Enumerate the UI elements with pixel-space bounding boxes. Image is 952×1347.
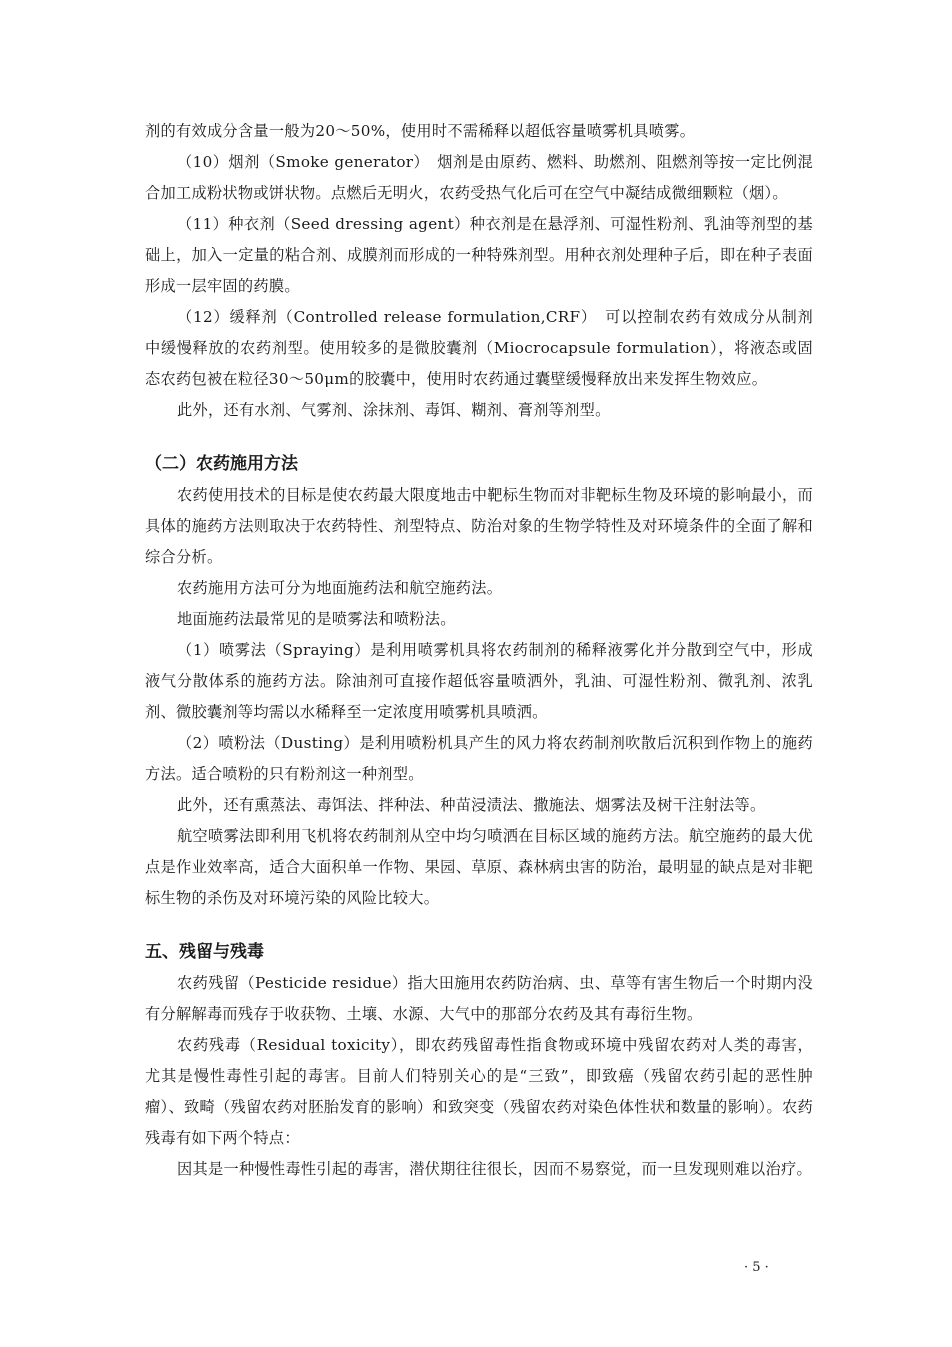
paragraph-residual-toxicity: 农药残毒（Residual toxicity），即农药残留毒性指食物或环境中残留农药对人类的毒害，尤其是慢性毒性引起的毒害。目前人们特别关心的是“三致”，即致癌（残留农药引起的恶性肿瘤）、致畸（残留农药对胚胎发育的影响）和致突变（残留农药对染色体性状和数量的影响）。农药残毒有如下两个特点： [145, 1036, 813, 1147]
paragraph-other-formulations: 此外，还有水剂、气雾剂、涂抹剂、毒饵、糊剂、膏剂等剂型。 [177, 401, 611, 419]
page-number: · 5 · [744, 1260, 769, 1275]
paragraph-ground-methods: 地面施药法最常见的是喷雾法和喷粉法。 [177, 610, 456, 628]
paragraph-application-types: 农药施用方法可分为地面施药法和航空施药法。 [177, 579, 503, 597]
paragraph-seed-dressing: （11）种衣剂（Seed dressing agent）种衣剂是在悬浮剂、可湿性粉剂、乳油等剂型的基础上，加入一定量的粘合剂、成膜剂而形成的一种特殊剂型。用种衣剂处理种子后，即在种子表面形成一层牢固的药膜。 [145, 215, 813, 295]
paragraph-controlled-release: （12）缓释剂（Controlled release formulation,CRF） 可以控制农药有效成分从制剂中缓慢释放的农药剂型。使用较多的是微胶囊剂（Miocrocapsule formulation），将液态或固态农药包被在粒径30～50μm的胶囊中，使用时农药通过囊壁缓慢释放出来发挥生物效应。 [145, 308, 813, 388]
paragraph-smoke-generator: （10）烟剂（Smoke generator） 烟剂是由原药、燃料、助燃剂、阻燃剂等按一定比例混合加工成粉状物或饼状物。点燃后无明火，农药受热气化后可在空气中凝结成微细颗粒（烟）。 [145, 153, 813, 202]
paragraph-dusting: （2）喷粉法（Dusting）是利用喷粉机具产生的风力将农药制剂吹散后沉积到作物上的施药方法。适合喷粉的只有粉剂这一种剂型。 [145, 734, 813, 783]
paragraph-continuation: 剂的有效成分含量一般为20～50%，使用时不需稀释以超低容量喷雾机具喷雾。 [145, 122, 696, 140]
section-heading-residue: 五、残留与残毒 [145, 942, 264, 962]
paragraph-pesticide-residue: 农药残留（Pesticide residue）指大田施用农药防治病、虫、草等有害生物后一个时期内没有分解解毒而残存于收获物、土壤、水源、大气中的那部分农药及其有毒衍生物。 [145, 974, 813, 1023]
paragraph-aerial-spraying: 航空喷雾法即利用飞机将农药制剂从空中均匀喷洒在目标区域的施药方法。航空施药的最大优点是作业效率高，适合大面积单一作物、果园、草原、森林病虫害的防治，最明显的缺点是对非靶标生物的杀伤及对环境污染的风险比较大。 [145, 827, 813, 907]
paragraph-spraying: （1）喷雾法（Spraying）是利用喷雾机具将农药制剂的稀释液雾化并分散到空气中，形成液气分散体系的施药方法。除油剂可直接作超低容量喷洒外，乳油、可湿性粉剂、微乳剂、浓乳剂、微胶囊剂等均需以水稀释至一定浓度用喷雾机具喷洒。 [145, 641, 813, 721]
paragraph-application-goal: 农药使用技术的目标是使农药最大限度地击中靶标生物而对非靶标生物及环境的影响最小，而具体的施药方法则取决于农药特性、剂型特点、防治对象的生物学特性及对环境条件的全面了解和综合分析。 [145, 486, 813, 566]
page-content [145, 116, 813, 1185]
paragraph-chronic-toxicity: 因其是一种慢性毒性引起的毒害，潜伏期往往很长，因而不易察觉，而一旦发现则难以治疗。 [177, 1160, 812, 1178]
section-heading-application: （二）农药施用方法 [145, 454, 298, 474]
paragraph-other-methods: 此外，还有熏蒸法、毒饵法、拌种法、种苗浸渍法、撒施法、烟雾法及树干注射法等。 [177, 796, 766, 814]
